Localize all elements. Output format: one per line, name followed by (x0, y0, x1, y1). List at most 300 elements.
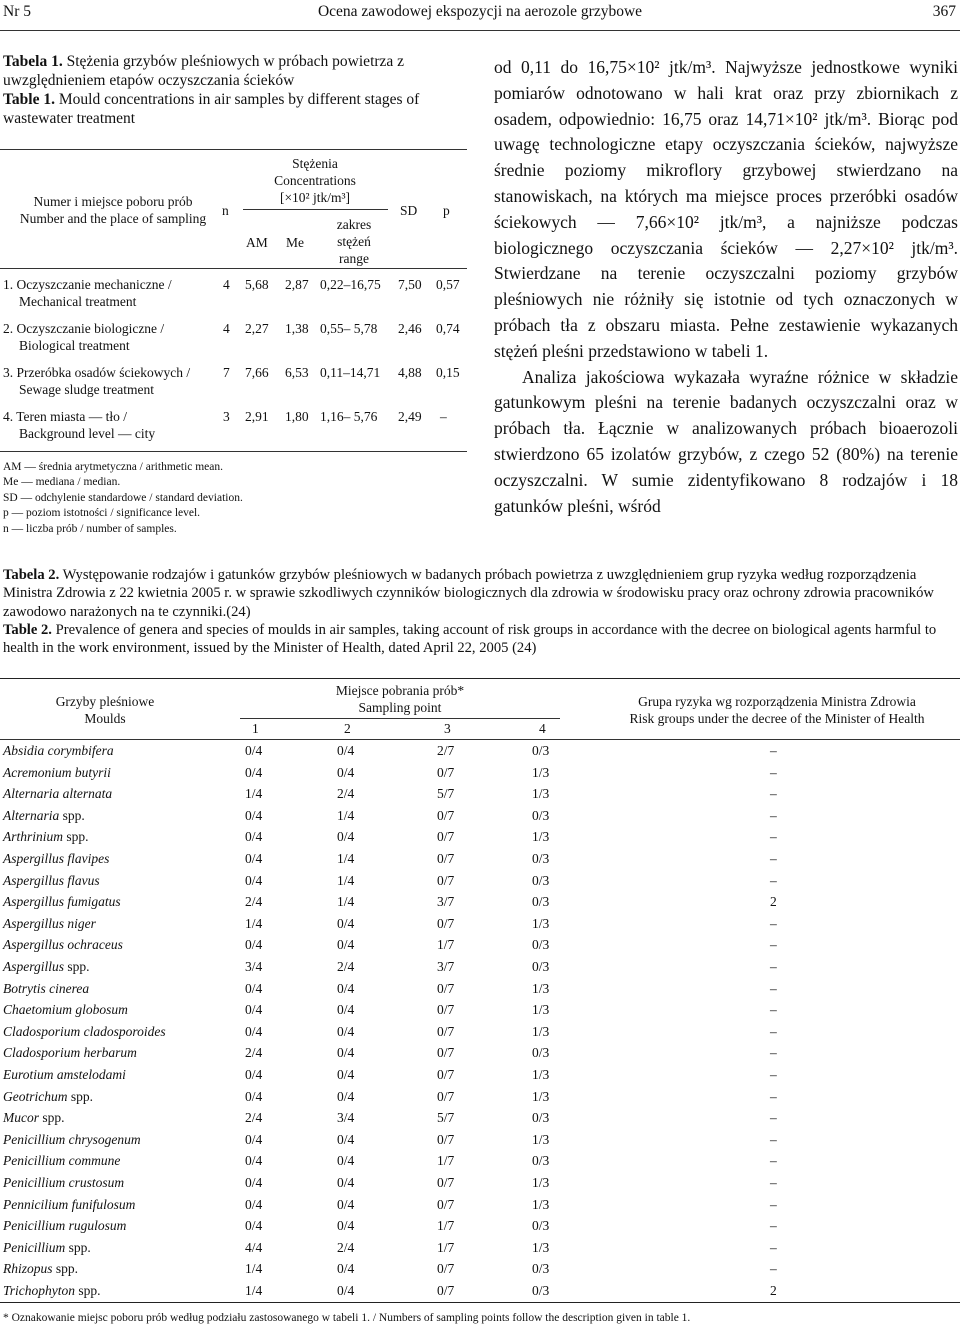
table2-point-value: 0/4 (337, 1261, 355, 1277)
table2-genus: Aspergillus flavus (3, 872, 100, 888)
table-row (0, 1197, 960, 1219)
table2-spp: spp. (59, 807, 85, 823)
page-header-title: Ocena zawodowej ekspozycji na aerozole grzybowe (317, 3, 643, 20)
table2-point-value: 0/4 (337, 980, 355, 996)
table2-point-value: 0/4 (245, 1218, 263, 1234)
table-row (0, 364, 467, 398)
table2-point-1: 1 (252, 721, 259, 736)
table2-mould-name (3, 1089, 93, 1105)
header-rule (0, 30, 960, 31)
table-row (0, 873, 960, 895)
table1-col-range-1: zakres (336, 217, 372, 232)
table2-risk-group: – (770, 1023, 777, 1039)
table2-spp: spp. (65, 1239, 91, 1255)
table1-p: 0,15 (436, 365, 460, 380)
table2-point-value: 5/7 (437, 786, 455, 802)
table2-mould-name (3, 1132, 141, 1148)
table1-note: Me — mediana / median. (3, 476, 121, 489)
table2-point-value: 0/4 (337, 764, 355, 780)
table2-point-value: 0/4 (337, 937, 355, 953)
table2-point-value: 0/4 (337, 1131, 355, 1147)
table1-range: 0,11–14,71 (320, 365, 381, 380)
page-number: 367 (932, 3, 956, 20)
table2-point-value: 0/4 (245, 1002, 263, 1018)
table2-risk-group: – (770, 1218, 777, 1234)
table-row (0, 276, 467, 310)
table-row (0, 808, 960, 830)
table2-genus: Alternaria alternata (3, 786, 113, 802)
table-row (0, 829, 960, 851)
table2-point-value: 0/4 (245, 743, 263, 758)
table2-point-value: 0/3 (532, 1045, 550, 1061)
table1-am: 7,66 (245, 365, 269, 380)
table1-col-n: n (222, 203, 229, 218)
table2-caption-pl-prefix: Tabela 2. (3, 567, 60, 583)
table2-genus: Pennicilium funifulosum (3, 1196, 136, 1212)
table2-point-value: 5/7 (437, 1110, 455, 1126)
table2-point-value: 1/3 (532, 829, 550, 845)
table-row (0, 1067, 960, 1089)
table2-point-value: 0/7 (437, 915, 455, 931)
table1-place-line1: 2. Oczyszczanie biologiczne / (3, 321, 165, 336)
table2-genus: Geotrichum (3, 1088, 68, 1104)
table1-note: p — poziom istotności / significance level. (3, 507, 201, 520)
table1-am: 2,91 (245, 409, 269, 424)
table2-risk-group: 2 (770, 894, 777, 910)
table1-note: AM — średnia arytmetyczna / arithmetic mean. (3, 461, 224, 473)
table2-point-value: 0/7 (437, 980, 455, 996)
table-row (0, 851, 960, 873)
table1-p: 0,57 (436, 277, 460, 292)
table2-caption-en: Prevalence of genera and species of moulds in air samples, taking account of risk groups in accordance with the decree on biological agents harmful to health in the work environment, issued by the Minister of Health, dated April 22, 2005 (24) (3, 621, 937, 657)
table2-genus: Penicillium crustosum (3, 1175, 125, 1190)
table2-risk-group: – (770, 1002, 777, 1018)
table1-sd: 2,46 (398, 321, 422, 336)
table2-genus: Eurotium amstelodami (3, 1067, 126, 1082)
table2-mould-name (3, 981, 89, 997)
body-paragraph-1: od 0,11 do 16,75×10² jtk/m³. Najwyższe jednostkowe wyniki pomiarów odnotowano w hali krat oraz przy zbiornikach z osadem, odpowiednio: 16,75 oraz 14,71×10² jtk/m³. Biorąc pod uwagę technologiczne etapy oczyszczania ścieków, najwyższe średnie poziomy mikroflory grzybowej stwierdzano na stanowiskach, na których ma miejsce proces przeróbki osadów ściekowych — 7,66×10² jtk/m³, a najniższe podczas biologicznego oczyszczania ścieków — 2,27×10² jtk/m³. Stwierdzane na terenie oczyszczalni poziomy grzybów pleśniowych nie różniły się istotnie od tych oznaczonych w próbach tła z obszaru miasta. Pełne zestawienie wykazanych stężeń pleśni przedstawiono w tabeli 1. (494, 57, 958, 361)
table-row (0, 1261, 960, 1283)
table2-point-value: 1/7 (437, 1218, 455, 1234)
table2-mould-name (3, 959, 90, 975)
table2-risk-group: – (770, 872, 777, 888)
table2-point-value: 0/3 (532, 959, 550, 974)
table-row (0, 408, 467, 442)
table2-genus: Rhizopus (3, 1261, 53, 1277)
table2-point-value: 0/4 (245, 1153, 263, 1169)
table2-point-value: 1/4 (337, 851, 355, 866)
table2-bottom-rule (0, 1302, 960, 1303)
table2-mould-name (3, 1261, 78, 1277)
table2-mould-name (3, 851, 109, 867)
table2-point-value: 1/4 (245, 786, 263, 802)
table2-point-value: 1/3 (532, 1175, 550, 1190)
table2-point-value: 0/4 (245, 1067, 263, 1082)
table2-mould-name (3, 1024, 166, 1040)
table2-col-sampling-en: Sampling point (358, 700, 442, 715)
table1-place-line2: Biological treatment (19, 338, 130, 353)
table1-n: 4 (223, 277, 230, 292)
table1-col-place (8, 193, 218, 227)
table-row (0, 1110, 960, 1132)
table2-mould-name (3, 916, 96, 932)
table1-range: 1,16– 5,76 (320, 409, 378, 424)
table2-mould-name (3, 1218, 126, 1234)
table2-point-value: 0/4 (337, 1196, 355, 1212)
table-row (0, 786, 960, 808)
table2-risk-group: – (770, 786, 777, 802)
table1-me: 1,80 (285, 409, 309, 424)
table2-risk-group: – (770, 980, 777, 996)
table2-point-value: 0/3 (532, 851, 550, 866)
table-row (0, 1024, 960, 1046)
table1-caption-en-prefix: Table 1. (3, 91, 55, 108)
table-row (0, 981, 960, 1003)
table2-point-value: 0/3 (532, 807, 550, 823)
table2-genus: Chaetomium globosum (3, 1002, 128, 1018)
table2-genus: Penicillium commune (3, 1153, 121, 1169)
table2-point-value: 2/4 (245, 1110, 263, 1126)
table2-point-value: 0/7 (437, 1067, 455, 1082)
table2-spp: spp. (64, 959, 90, 974)
table2-point-value: 0/4 (245, 1023, 263, 1039)
table2-risk-group: – (770, 807, 777, 823)
table2-point-4: 4 (539, 721, 546, 736)
table2-point-value: 1/7 (437, 937, 455, 953)
table2-genus: Aspergillus ochraceus (3, 937, 123, 953)
page-header-issue: Nr 5 (3, 3, 31, 20)
table2-risk-group: – (770, 937, 777, 953)
table1-caption (3, 52, 463, 128)
table2-genus: Penicillium (3, 1239, 66, 1255)
table2-point-value: 0/7 (437, 1023, 455, 1039)
table1-range: 0,55– 5,78 (320, 321, 378, 336)
table2-genus: Trichophyton (3, 1283, 76, 1298)
table1-col-range-2: stężeń (337, 234, 371, 249)
table2-col-moulds (0, 693, 210, 727)
table2-risk-group: – (770, 1175, 777, 1190)
table2-spp: spp. (52, 1261, 79, 1277)
table2-point-value: 2/4 (337, 786, 355, 802)
table2-risk-group: – (770, 959, 777, 974)
table2-risk-group: – (770, 1088, 777, 1104)
table1-col-sd: SD (400, 203, 418, 218)
table2-point-value: 3/7 (437, 894, 455, 910)
table2-mould-name (3, 1175, 124, 1191)
table2-point-value: 0/4 (245, 807, 263, 823)
table2-spp: spp. (67, 1088, 94, 1104)
table2-point-value: 0/7 (437, 1261, 455, 1277)
table1-note: SD — odchylenie standardowe / standard deviation. (3, 491, 243, 504)
table2-point-value: 0/7 (437, 1283, 455, 1298)
table1-note: n — liczba prób / number of samples. (3, 522, 177, 535)
table2-point-value: 0/4 (337, 1153, 355, 1169)
table2-risk-group: – (770, 743, 777, 758)
table2-point-value: 0/4 (245, 1175, 263, 1190)
table2-point-3: 3 (444, 721, 451, 736)
table1-place-line2: Mechanical treatment (19, 294, 137, 309)
table2-point-value: 1/3 (532, 764, 550, 780)
table1-me: 1,38 (285, 321, 309, 336)
table2-col-moulds-pl: Grzyby pleśniowe (55, 694, 155, 709)
table2-point-value: 0/4 (245, 1196, 263, 1212)
table2-mould-name (3, 1002, 128, 1018)
table2-point-value: 2/4 (337, 1239, 355, 1255)
table1-place-line2: Background level — city (19, 426, 156, 441)
table1-range: 0,22–16,75 (320, 277, 381, 292)
table2-mould-name (3, 894, 121, 910)
table2-point-value: 2/4 (337, 959, 355, 974)
table2-point-value: 3/4 (245, 959, 263, 974)
table2-caption-pl: Występowanie rodzajów i gatunków grzybów pleśniowych w badanych próbach powietrza z uwzględnieniem grup ryzyka według rozporządzenia Ministra Zdrowia z 22 kwietnia 2005 r. w sprawie szkodliwych czynników biologicznych dla zdrowia w środowisku pracy oraz ochrony zdrowia pracowników zawodowo narażonych na te czynniki.(24) (3, 567, 934, 620)
table2-genus: Penicillium chrysogenum (3, 1131, 141, 1147)
table2-mould-name (3, 1197, 135, 1213)
table2-genus: Absidia corymbifera (3, 743, 114, 758)
table-row (0, 320, 467, 354)
table2-caption (3, 566, 958, 657)
table-row (0, 937, 960, 959)
table2-genus: Penicillium rugulosum (3, 1218, 127, 1234)
table2-top-rule (0, 678, 960, 679)
table1-col-me: Me (286, 235, 304, 250)
table2-point-value: 0/7 (437, 1045, 455, 1061)
table2-point-value: 0/4 (337, 1088, 355, 1104)
table-row (0, 916, 960, 938)
table2-mould-name (3, 1067, 126, 1083)
table1-col-conc-unit: [×10² jtk/m³] (279, 190, 351, 205)
table2-point-value: 0/4 (337, 743, 355, 758)
table-row (0, 959, 960, 981)
table2-point-value: 0/7 (437, 1088, 455, 1104)
table2-mould-name (3, 1110, 65, 1126)
table1-sd: 4,88 (398, 365, 422, 380)
table2-point-value: 3/4 (337, 1110, 355, 1126)
table1-caption-pl: Stężenia grzybów pleśniowych w próbach powietrza z uwzględnieniem etapów oczyszczania ścieków (3, 53, 405, 89)
table2-mould-name (3, 743, 114, 759)
table2-mould-name (3, 1240, 91, 1256)
table-row (0, 1002, 960, 1024)
table2-header-rule (0, 739, 960, 740)
table2-point-value: 0/4 (337, 1283, 355, 1298)
table1-am: 5,68 (245, 277, 269, 292)
table2-point-value: 0/3 (532, 1218, 550, 1234)
table2-point-value: 0/3 (532, 1153, 550, 1169)
table2-point-value: 0/4 (337, 1218, 355, 1234)
table-row (0, 1153, 960, 1175)
table2-risk-group: – (770, 1067, 777, 1082)
table2-col-risk (598, 693, 956, 727)
table2-point-value: 2/4 (245, 894, 263, 910)
table2-mould-name (3, 1153, 120, 1169)
table2-genus: Cladosporium cladosporoides (3, 1023, 166, 1039)
table1-place-line1: 1. Oczyszczanie mechaniczne / (3, 277, 172, 292)
table2-mould-name (3, 808, 85, 824)
table2-col-sampling (240, 682, 560, 716)
table2-spp: spp. (75, 1283, 101, 1298)
table2-point-value: 3/7 (437, 959, 455, 974)
table2-point-value: 0/4 (245, 980, 263, 996)
table2-risk-group: 2 (770, 1283, 777, 1298)
table2-risk-group: – (770, 1131, 777, 1147)
table2-mould-name (3, 829, 89, 845)
table1-col-place-pl: Numer i miejsce poboru prób (33, 194, 193, 209)
table2-point-value: 0/4 (337, 915, 355, 931)
table-row (0, 1218, 960, 1240)
body-paragraph-2: Analiza jakościowa wykazała wyraźne różnice w składzie gatunkowym pleśni na terenie badanych oczyszczalni oraz w próbach tła. Łącznie w analizowanych próbach bioaerozoli stwierdzono 65 izolatów grzybów, z czego 52 (80%) na terenie oczyszczalni. W sumie zidentyfikowano 8 rodzajów i 18 gatunków pleśni, wśród (494, 366, 958, 516)
table1-me: 2,87 (285, 277, 309, 292)
table2-point-value: 0/7 (437, 764, 455, 780)
table2-risk-group: – (770, 851, 777, 866)
table2-point-value: 2/4 (245, 1045, 263, 1061)
table2-point-value: 0/3 (532, 937, 550, 953)
table1-place-line2: Sewage sludge treatment (19, 382, 154, 397)
table2-point-value: 2/7 (437, 743, 455, 758)
table2-point-value: 1/3 (532, 980, 550, 996)
table2-footnote: * Oznakowanie miejsc poboru prób według podziału zastosowanego w tabeli 1. / Numbers of sampling points follow the description given in table 1. (3, 1312, 691, 1324)
table2-point-value: 0/4 (245, 764, 263, 780)
table2-point-value: 0/4 (337, 829, 355, 845)
table1-bottom-rule (0, 451, 467, 452)
table2-risk-group: – (770, 1045, 777, 1061)
table1-sd: 2,49 (398, 409, 422, 424)
table2-point-value: 1/4 (337, 894, 355, 910)
table1-caption-en: Mould concentrations in air samples by different stages of wastewater treatment (3, 91, 420, 127)
table2-point-value: 0/4 (337, 1067, 355, 1082)
table-row (0, 1132, 960, 1154)
table1-col-am: AM (246, 235, 268, 250)
table2-risk-group: – (770, 1196, 777, 1212)
table2-col-risk-pl: Grupa ryzyka wg rozporządzenia Ministra Zdrowia (638, 694, 916, 709)
table2-mould-name (3, 873, 100, 889)
table2-mould-name (3, 937, 123, 953)
table2-sampling-rule (240, 718, 560, 719)
table2-point-value: 0/3 (532, 1261, 550, 1277)
table2-point-value: 0/7 (437, 872, 455, 888)
table2-point-value: 1/4 (245, 1261, 263, 1277)
table1-place-line1: 3. Przeróbka osadów ściekowych / (3, 365, 191, 380)
table2-point-value: 1/4 (245, 1283, 263, 1298)
table2-point-value: 0/4 (337, 1002, 355, 1018)
table-row (0, 765, 960, 787)
table2-genus: Cladosporium herbarum (3, 1045, 137, 1061)
table2-col-sampling-pl: Miejsce pobrania prób* (335, 683, 465, 698)
table2-point-value: 1/3 (532, 1023, 550, 1039)
table2-genus: Mucor (3, 1110, 39, 1126)
table1-col-conc-en: Concentrations (274, 173, 356, 188)
table-row (0, 1045, 960, 1067)
table2-spp: spp. (39, 1110, 65, 1126)
table-row (0, 1089, 960, 1111)
table2-point-value: 0/7 (437, 1196, 455, 1212)
table-row (0, 1175, 960, 1197)
table2-point-value: 0/7 (437, 851, 455, 866)
table1-me: 6,53 (285, 365, 309, 380)
table1-col-place-en: Number and the place of sampling (19, 211, 207, 226)
table1-top-rule (0, 149, 467, 150)
table2-mould-name (3, 1283, 101, 1299)
table2-point-value: 0/4 (245, 829, 263, 845)
table2-genus: Aspergillus flavipes (3, 851, 110, 866)
table2-point-value: 1/3 (532, 1131, 550, 1147)
table2-point-value: 0/4 (245, 1088, 263, 1104)
table2-spp: spp. (63, 829, 89, 845)
table2-risk-group: – (770, 1110, 777, 1126)
table2-col-moulds-en: Moulds (84, 711, 126, 726)
table2-point-value: 1/3 (532, 786, 550, 802)
table1-am: 2,27 (245, 321, 269, 336)
table2-risk-group: – (770, 829, 777, 845)
table2-point-value: 1/3 (532, 1196, 550, 1212)
table2-point-value: 1/3 (532, 1067, 550, 1082)
table2-point-value: 0/4 (245, 872, 263, 888)
table2-point-2: 2 (344, 721, 351, 736)
table2-point-value: 0/3 (532, 872, 550, 888)
table2-risk-group: – (770, 764, 777, 780)
table2-genus: Acremonium butyrii (3, 764, 111, 780)
table2-point-value: 1/7 (437, 1153, 455, 1169)
table2-risk-group: – (770, 1153, 777, 1169)
table2-point-value: 0/3 (532, 1110, 550, 1126)
table2-point-value: 0/3 (532, 743, 550, 758)
table2-point-value: 0/4 (245, 851, 263, 866)
table2-mould-name (3, 1045, 137, 1061)
table1-n: 4 (223, 321, 230, 336)
table-row (0, 894, 960, 916)
table1-col-range (320, 216, 388, 267)
table2-body (0, 743, 960, 1303)
table2-genus: Aspergillus (3, 959, 65, 974)
table2-point-value: 0/4 (337, 1175, 355, 1190)
table2-genus: Aspergillus niger (3, 915, 96, 931)
table2-point-value: 1/3 (532, 1088, 550, 1104)
table-row (0, 743, 960, 765)
table1-col-range-3: range (339, 251, 369, 266)
table2-point-value: 1/4 (337, 807, 355, 823)
table2-point-value: 0/7 (437, 1175, 455, 1190)
table2-point-value: 0/4 (337, 1023, 355, 1039)
table1-p: 0,74 (436, 321, 460, 336)
table1-sd: 7,50 (398, 277, 422, 292)
table2-genus: Botrytis cinerea (3, 980, 90, 996)
table2-point-value: 0/3 (532, 894, 550, 910)
table2-mould-name (3, 786, 112, 802)
table2-point-value: 1/3 (532, 1239, 550, 1255)
table-row (0, 1240, 960, 1262)
table2-point-value: 1/4 (337, 872, 355, 888)
table1-notes (3, 460, 243, 537)
table1-col-p: p (443, 203, 450, 218)
table2-genus: Alternaria (3, 807, 60, 823)
table2-risk-group: – (770, 915, 777, 931)
table2-risk-group: – (770, 1239, 777, 1255)
table1-place-line1: 4. Teren miasta — tło / (3, 409, 128, 424)
table2-point-value: 1/4 (245, 915, 263, 931)
table2-genus: Aspergillus fumigatus (3, 894, 121, 910)
table2-point-value: 1/3 (532, 1002, 550, 1018)
table2-caption-en-prefix: Table 2. (3, 621, 52, 638)
table1-col-concentrations (242, 155, 388, 206)
table1-conc-rule (243, 209, 388, 210)
table2-mould-name (3, 765, 111, 781)
table2-point-value: 4/4 (245, 1239, 263, 1255)
table1-caption-pl-prefix: Tabela 1. (3, 53, 63, 70)
table2-genus: Arthrinium (3, 829, 64, 845)
table2-point-value: 0/7 (437, 1131, 455, 1147)
body-text-column (494, 55, 958, 519)
table2-point-value: 1/7 (437, 1239, 455, 1255)
table2-point-value: 0/7 (437, 1002, 455, 1018)
table2-point-value: 1/3 (532, 915, 550, 931)
